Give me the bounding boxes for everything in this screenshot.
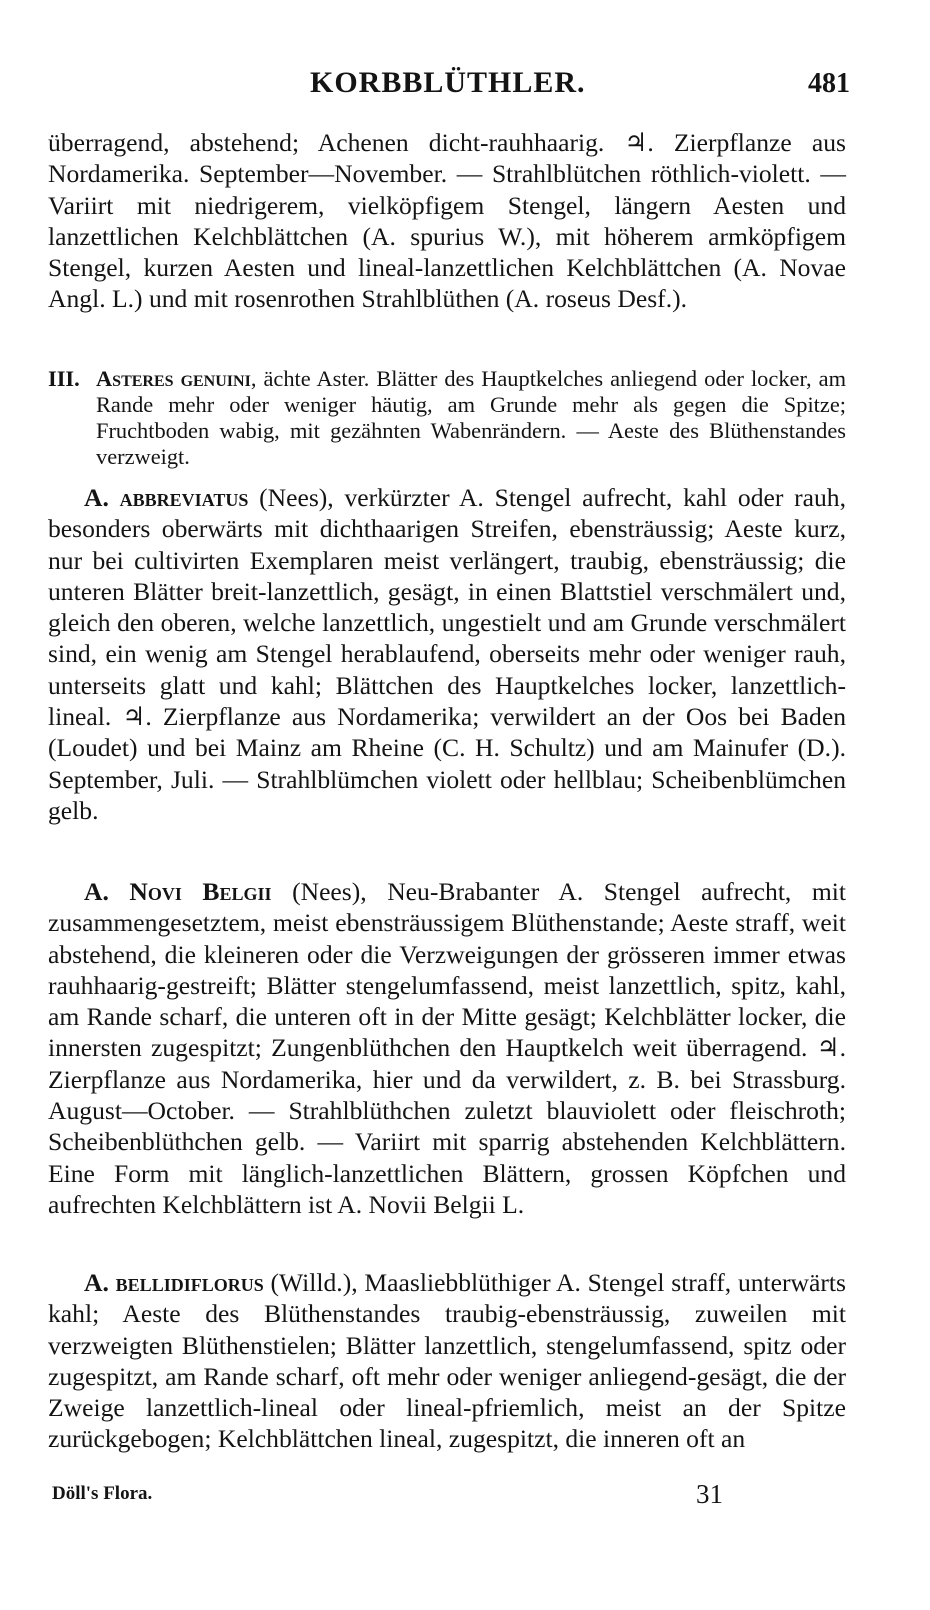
running-title: KORBBLÜTHLER.: [310, 66, 586, 99]
paragraph-continuation: [48, 127, 846, 315]
section-text: , ächte Aster. Blätter des Hauptkelches anliegend oder locker, am Rande mehr oder weniger häutig, am Grunde mehr als gegen die Spitze; Fruchtboden wabig, mit gezähnten Wabenrändern. — Aeste des Blüthenstandes verzweigt.: [96, 366, 846, 469]
species-name: A. Novi Belgii: [84, 877, 272, 906]
entry-novi-belgii: [48, 876, 846, 1220]
page-footer: [48, 1479, 846, 1509]
entry-paragraph: [48, 876, 846, 1220]
section-asteres-genuini: [48, 366, 846, 470]
entry-paragraph: [48, 1267, 846, 1455]
section-numeral: III.: [48, 366, 80, 391]
species-description: (Nees), verkürzter A. Stengel aufrecht, kahl oder rauh, besonders oberwärts mit dichthaarigen Streifen, ebensträussig; Aeste kurz, nur bei cultivirten Exemplaren meist verlängert, traubig, ebensträussig; die unteren Blätter breit-lanzettlich, gesägt, in einen Blattstiel verschmälert und, gleich den oberen, welche lanzettlich, ungestielt und am Grunde verschmälert sind, ein wenig am Stengel herablaufend, oberseits mehr oder weniger rauh, unterseits glatt und kahl; Blättchen des Hauptkelches locker, lanzettlich-lineal. ♃. Zierpflanze aus Nordamerika; verwildert an der Oos bei Baden (Loudet) und bei Mainz am Rheine (C. H. Schultz) und am Mainufer (D.). September, Juli. — Strahlblümchen violett oder hellblau; Scheibenblümchen gelb.: [48, 483, 847, 825]
entry-abbreviatus: [48, 482, 846, 826]
species-name: A. bellidiflorus: [84, 1268, 264, 1297]
species-name: A. abbreviatus: [84, 483, 249, 512]
section-heading: Asteres genuini: [96, 366, 251, 391]
page-header: [48, 66, 850, 106]
continuation-text: überragend, abstehend; Achenen dicht-rauhhaarig. ♃. Zierpflanze aus Nordamerika. September—November. — Strahlblütchen röthlich-violett. — Variirt mit niedrigerem, vielköpfigem Stengel, längern Aesten und lanzettlichen Kelchblättchen (A. spurius W.), mit höherem armköpfigem Stengel, kurzen Aesten und lineal-lanzettlichen Kelchblättchen (A. Novae Angl. L.) und mit rosenrothen Strahlblüthen (A. roseus Desf.).: [48, 128, 846, 314]
species-description: (Nees), Neu-Brabanter A. Stengel aufrecht, mit zusammengesetztem, meist ebensträussigem Blüthenstande; Aeste straff, weit abstehend, die kleineren oder die Verzweigungen der grösseren immer etwas rauhhaarig-gestreift; Blätter stengelumfassend, meist lanzettlich, spitz, kahl, am Rande scharf, die unteren oft in der Mitte gesägt; Kelchblätter locker, die innersten zugespitzt; Zungenblüthchen den Hauptkelch weit überragend. ♃. Zierpflanze aus Nordamerika, hier und da verwildert, z. B. bei Strassburg. August—October. — Strahlblüthchen zuletzt blauviolett oder fleischroth; Scheibenblüthchen gelb. — Variirt mit sparrig abstehenden Kelchblättern. Eine Form mit länglich-lanzettlichen Blättern, grossen Köpfchen und aufrechten Kelchblättern ist A. Novii Belgii L.: [48, 877, 846, 1219]
species-description: (Willd.), Maasliebblüthiger A. Stengel straff, unterwärts kahl; Aeste des Blüthenstandes traubig-ebensträussig, zuweilen mit verzweigten Blüthenstielen; Blätter lanzettlich, stengelumfassend, spitz oder zugespitzt, am Rande scharf, oft mehr oder weniger anliegend-gesägt, die der Zweige lanzettlich-lineal oder lineal-pfriemlich, meist an der Spitze zurückgebogen; Kelchblättchen lineal, zugespitzt, die inneren oft an: [48, 1268, 846, 1454]
page-number: 481: [808, 68, 850, 99]
entry-bellidiflorus: [48, 1267, 846, 1455]
printer-signature: Döll's Flora.: [52, 1483, 153, 1504]
entry-paragraph: [48, 482, 846, 826]
sheet-number: 31: [696, 1479, 723, 1509]
section-paragraph: [48, 366, 846, 470]
